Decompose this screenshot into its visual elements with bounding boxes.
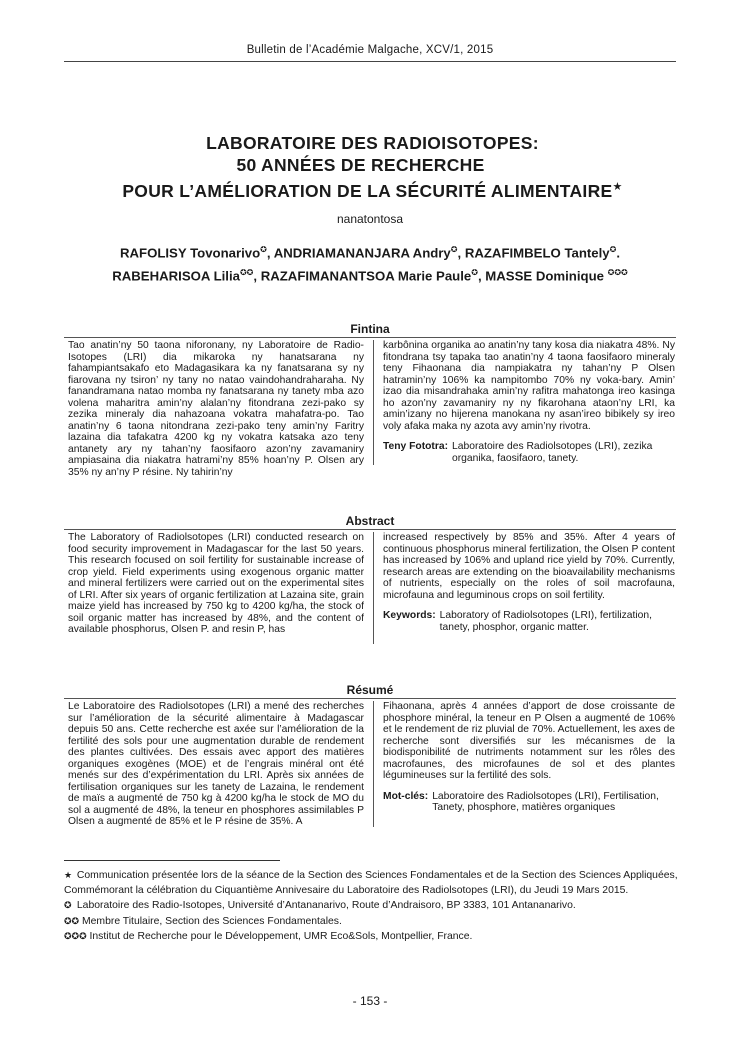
title-line-3-wrap [40, 176, 705, 202]
keywords-text: Laboratoire des Radiolsotopes (LRI), Fertilisation, Tanety, phosphore, matières organiques [432, 790, 659, 813]
affiliation-mark: ✪✪✪ [607, 268, 628, 278]
fintina-right-column [383, 340, 675, 464]
authors-line-2: RABEHARISOA Lilia✪✪, RAZAFIMANANTSOA Marie Paule✪, MASSE Dominique ✪✪✪ [112, 268, 628, 284]
affiliation-mark: ✪✪ [239, 268, 254, 278]
title-footnote-mark: ★ [612, 181, 623, 193]
article-title [40, 132, 705, 202]
title-line-3: POUR L’AMÉLIORATION DE LA SÉCURITÉ ALIMENTAIRE [122, 180, 613, 201]
resume-rule [64, 698, 676, 699]
footnote [64, 898, 684, 914]
author-name: RABEHARISOA Lilia [112, 268, 240, 284]
footnote [64, 914, 684, 930]
resume-left-column: Le Laboratoire des Radiolsotopes (LRI) a mené des recherches sur l’amélioration de la sécurité alimentaire à Madagascar depuis 50 ans. Cette recherche est axée sur l’amélioration de la fertilité des sols pour une augmentation durable de rendement des plantes cultivées. Des essais avec apport des matières organiques exogènes (MOE) et de l’engrais minéral ont été menés sur des d’expérimentation du LRI. Après six années de fertilisation organiques sur les tanety de Lazaina, le rendement de maïs a augmenté de 750 kg à 4200 kg/ha le stock de MO du sol a augmenté de 48%, la teneur en phosphores assimilables P Olsen a augmenté de 85% et le P résine de 35%. A [68, 701, 364, 827]
abstract-right-text: increased respectively by 85% and 35%. After 4 years of continuous phosphorus mineral fertilization, the Olsen P content has increased by 106% and upland rice yield by 70%. Currently, research areas are extending on the bioavailability mechanisms of nutrients, especially on the roles of soil macrofauna, microfauna and leguminous crops on soil fertility. [383, 532, 675, 601]
fintina-right-text: karbônina organika ao anatin’ny tany kosa dia niakatra 48%. Ny fitondrana tsy tapaka tao anatin’ny 4 taona faosifaoro mineraly teny Fihaonana dia nampiakatra ny tahan’ny P Olsen hatramin’ny 106% ka nampitombo 70% ny voka-bary. Amin’ izao dia misandrahaka amin’ny rafitra mahatonga ireo kasinga ho azon’ny zavamaniry ny ny fikarohana ataon’ny LRI, ka amin’izany no hijerena manokana ny asan’ireo bibikely sy ireo voly afaka maka ny azota avy amin’ny rivotra. [383, 340, 675, 432]
abstract-divider [373, 532, 374, 644]
running-head: Bulletin de l’Académie Malgache, XCV/1, 2015 [246, 44, 494, 56]
footnote-symbol: ✪✪✪ [64, 931, 87, 941]
author-name: ANDRIAMANANJARA Andry [273, 245, 451, 261]
footnote-text: Laboratoire des Radio-Isotopes, Université d’Antananarivo, Route d’Andraisoro, BP 3383, 101 Antananarivo. [76, 900, 576, 911]
title-line-2: 50 ANNÉES DE RECHERCHE [236, 155, 485, 175]
title-line-1: LABORATOIRE DES RADIOISOTOPES: [206, 133, 539, 153]
author-name: RAZAFIMBELO Tantely [464, 245, 610, 261]
resume-right-text: Fihaonana, après 4 années d’apport de dose croissante de phosphore minéral, la teneur en P Olsen a augmenté de 106% et le rendement de riz pluvial de 70%. Actuellement, les axes de recherche sont diversifiés sur les mécanismes de la biodisponibilité de nutriments notamment sur les rôles des macrofaunes, des microfaunes de sol et des plantes légumineuses sur la fertilité des sols. [383, 701, 675, 781]
footnote-rule [64, 860, 280, 861]
resume-right-column [383, 701, 675, 814]
keywords-label: Mot-clés: [383, 790, 429, 802]
affiliation-mark: ✪ [609, 245, 617, 254]
author-name: MASSE Dominique [485, 268, 604, 284]
affiliation-mark: ✪ [260, 245, 267, 254]
authors-line-1: RAFOLISY Tovonarivo✪, ANDRIAMANANJARA Andry✪, RAZAFIMBELO Tantely✪. [119, 245, 621, 261]
page-number: - 153 - [352, 994, 388, 1008]
footnote [64, 929, 684, 945]
abstract-left-column: The Laboratory of Radiolsotopes (LRI) conducted research on food security improvement in Madagascar for the last 50 years. This research focused on soil fertility for sustainable increase of crop yield. Field experiments using exogenous organic matter and mineral fertilizers were carried out on the experimental sites of LRI. After six years of organic fertilization at Lazaina site, grain maize yield has increased by 750 kg to 4200 kg/ha, the stock of soil organic matter has increased by 48%, and the content of available phosphorus, Olsen P. and resin P, has [68, 532, 364, 635]
footnote-symbol: ★ [64, 870, 73, 880]
footnote-text: Institut de Recherche pour le Développement, UMR Eco&Sols, Montpellier, France. [89, 931, 473, 942]
affiliation-mark: ✪ [450, 245, 458, 254]
author-list [64, 240, 676, 287]
fintina-heading: Fintina [350, 322, 390, 336]
footnote [64, 868, 684, 884]
footnote-symbol: ✪✪ [64, 915, 80, 926]
author-name: RAFOLISY Tovonarivo [119, 245, 261, 261]
footnote [64, 884, 684, 899]
keywords-label: Teny Fototra: [383, 441, 449, 452]
abstract-heading: Abstract [345, 514, 395, 528]
keywords-text: Laboratory of Radiolsotopes (LRI), fertilization, tanety, phosphor, organic matter. [439, 610, 652, 633]
keywords-label: Keywords: [383, 610, 436, 621]
abstract-keywords [383, 610, 675, 633]
author-name: RAZAFIMANANTSOA Marie Paule [260, 268, 472, 284]
fintina-keywords [383, 441, 675, 464]
resume-heading: Résumé [346, 683, 394, 697]
resume-divider [373, 701, 374, 827]
footnote-text: Communication présentée lors de la séance de la Section des Sciences Fondamentales et de la Section des Sciences Appliquées, [76, 870, 678, 881]
abstract-rule [64, 529, 676, 530]
footnote-text: Commémorant la célébration du Ciquantième Annivesaire du Laboratoire des Radiolsotopes (LRI), du Jeudi 19 Mars 2015. [64, 884, 629, 896]
fintina-rule [64, 337, 676, 338]
footnote-text: Membre Titulaire, Section des Sciences Fondamentales. [81, 915, 342, 927]
footnote-symbol: ✪ [64, 900, 72, 910]
keywords-text: Laboratoire des Radiolsotopes (LRI), zezika organika, faosifaoro, tanety. [452, 441, 653, 464]
abstract-right-column [383, 532, 675, 633]
fintina-divider [373, 340, 374, 465]
fintina-left-column: Tao anatin’ny 50 taona niforonany, ny Laboratoire de Radio-Isotopes (LRI) dia mikaroka ny hanatsarana ny fahampiantsakafo eto Madagasikara ka ny fanatsarana sy ny fiarovana ny tsiron’ ny tany no natao vaindohandraharaha. Ny fanandramana natao momba ny fanatsarana ny tanety mba azo volena maharitra amin’ny alalan’ny fitondrana zezi-pako sy zezika mineraly dia nahazoana vokatra mahafatra-po. Tao anatin’ny 6 taona nitondrana zezi-pako teny amin’ny Faritry lazaina dia tafakatra 4200 kg ny vokatra katsaka azo teny antanety ary ny tahan’ny faosifaoro azon’ny zavamaniry ampiasaina dia niakatra hatrami’ny 85% hoan’ny P. Olsen ary 35% ny an’ny P résine. Ny tahirin’ny [68, 340, 364, 478]
subtitle: nanatontosa [336, 212, 404, 226]
header-rule [64, 61, 676, 62]
affiliation-mark: ✪ [471, 268, 478, 278]
resume-keywords [383, 791, 675, 814]
footnotes [64, 868, 684, 945]
